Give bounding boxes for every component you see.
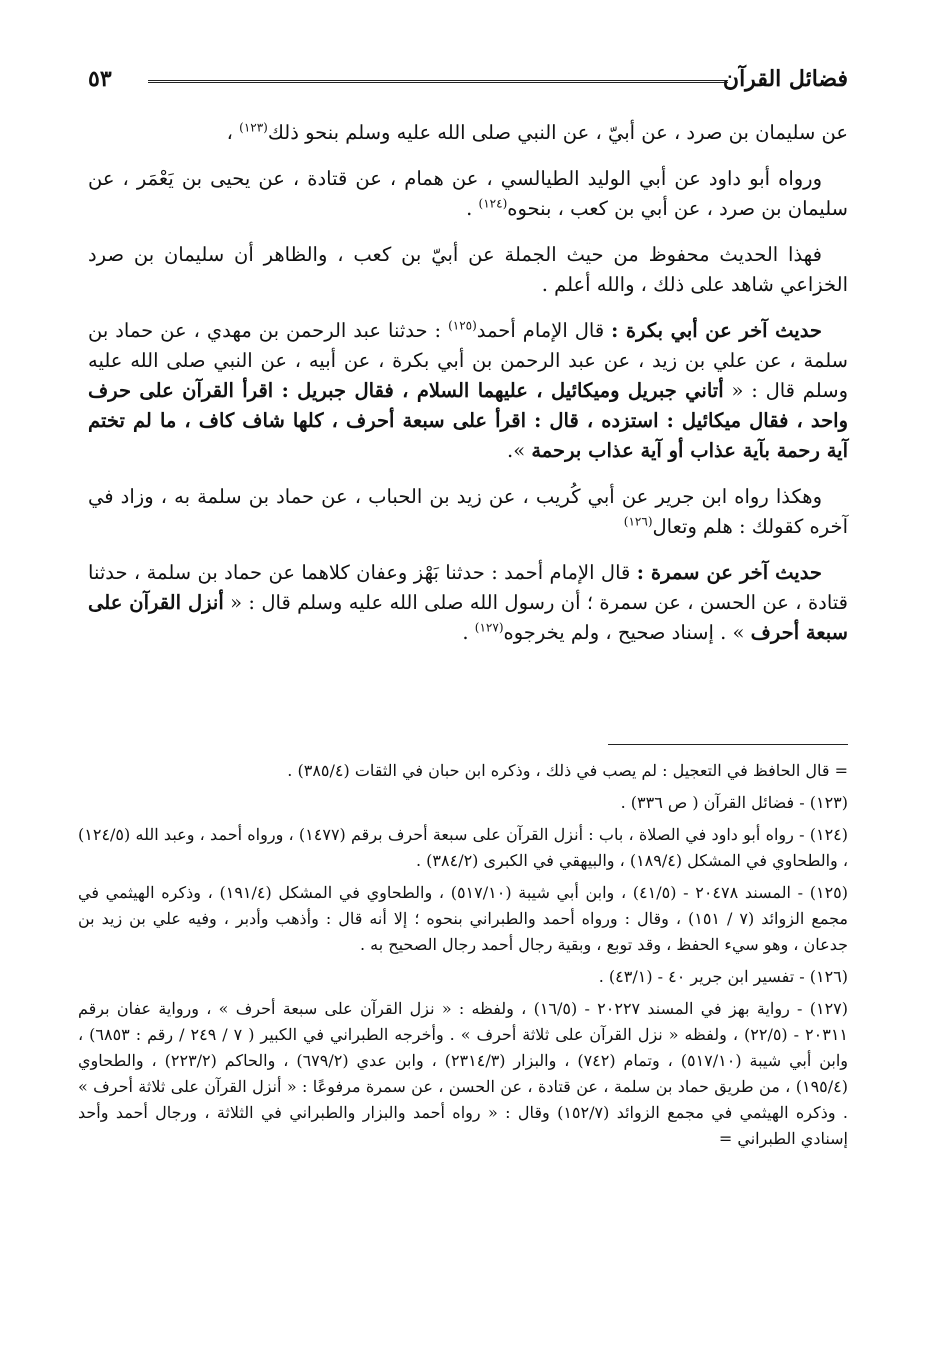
paragraph-text: : حدثنا عبد الرحمن بن مهدي ، عن حماد بن سلمة ، عن علي بن زيد ، عن عبد الرحمن بن أبي بكرة ، عن أبيه ، عن النبي صلى الله عليه وسلم قال : «	[88, 319, 848, 402]
main-text	[88, 118, 848, 664]
paragraph-3	[88, 240, 848, 300]
footnote-separator	[608, 744, 848, 745]
footnote-ref-123[interactable]: (١٢٣)	[239, 120, 268, 135]
hadith-quote: أتاني جبريل وميكائيل ، عليهما السلام ، فقال جبريل : اقرأ القرآن على حرف واحد ، فقال ميكائيل : استزده ، قال : اقرأ على سبعة أحرف ، كلها شاف كاف ، ما لم تختم آية رحمة بآية عذاب أو آية عذاب برحمة	[88, 379, 848, 462]
header-rule	[148, 80, 728, 87]
footnote-123: (١٢٣) - فضائل القرآن ( ص ٣٣٦) .	[620, 793, 848, 812]
footnote-ref-125[interactable]: (١٢٥)	[448, 318, 477, 333]
paragraph-1	[88, 118, 848, 148]
hadith-quote: أنزل القرآن على سبعة أحرف	[88, 591, 848, 644]
paragraph-6	[88, 558, 848, 648]
footnote-ref-124[interactable]: (١٢٤)	[478, 196, 508, 211]
paragraph-tail: .	[462, 621, 475, 644]
footnote-continued: = قال الحافظ في التعجيل : لم يصب في ذلك ، وذكره ابن حبان في الثقات (٣٨٥/٤) .	[287, 761, 848, 780]
paragraph-text: قال الإمام أحمد : حدثنا بَهْز وعفان كلاهما عن حماد بن سلمة ، حدثنا قتادة ، عن الحسن ، عن سمرة ؛ أن رسول الله صلى الله عليه وسلم قال : «	[88, 561, 848, 614]
paragraph-text: قال الإمام أحمد	[476, 319, 612, 342]
paragraph-4	[88, 316, 848, 466]
paragraph-5	[88, 482, 848, 542]
running-title: فضائل القرآن	[722, 66, 848, 92]
section-heading: حديث آخر عن أبي بكرة :	[611, 319, 822, 342]
section-heading: حديث آخر عن سمرة :	[636, 561, 822, 584]
paragraph-tail: ،	[226, 121, 240, 144]
footnote-124: (١٢٤) - رواه أبو داود في الصلاة ، باب : أنزل القرآن على سبعة أحرف برقم (١٤٧٧) ، ورواه أحمد ، وعبد الله (١٢٤/٥) ، والطحاوي في المشكل (١٨٩/٤) ، والبيهقي في الكبرى (٣٨٤/٢) .	[78, 825, 848, 870]
paragraph-text: عن سليمان بن صرد ، عن أبيّ ، عن النبي صلى الله عليه وسلم بنحو ذلك	[267, 121, 848, 144]
paragraph-text: » . إسناد صحيح ، ولم يخرجوه	[503, 621, 751, 644]
footnote-ref-126[interactable]: (١٢٦)	[623, 514, 653, 529]
paragraph-text: وهكذا رواه ابن جرير عن أبي كُريب ، عن زيد بن الحباب ، عن حماد بن سلمة به ، وزاد في آخره كقولك : هلم وتعال	[88, 485, 848, 538]
footnotes	[78, 758, 848, 1158]
paragraph-2	[88, 164, 848, 224]
paragraph-tail: .	[466, 197, 479, 220]
paragraph-text: فهذا الحديث محفوظ من حيث الجملة عن أبيّ بن كعب ، والظاهر أن سليمان بن صرد الخزاعي شاهد على ذلك ، والله أعلم .	[88, 243, 848, 296]
page-header	[88, 60, 848, 102]
page-number: ٥٣	[88, 66, 112, 92]
footnote-ref-127[interactable]: (١٢٧)	[474, 620, 504, 635]
footnote-127: (١٢٧) - رواية بهز في المسند ٢٠٢٢٧ - (١٦/٥) ، ولفظه : « نزل القرآن على سبعة أحرف » ، ورواية عفان برقم ٢٠٣١١ - (٢٢/٥) ، ولفظه « نزل القرآن على ثلاثة أحرف » . وأخرجه الطبراني في الكبير ( ٧ / ٢٤٩ / رقم : ٦٨٥٣) ، وابن أبي شيبة (٥١٧/١٠) ، وتمام (٧٤٢) ، والبزار (٢٣١٤/٣) ، وابن عدي (٦٧٩/٢) ، والحاكم (٢٢٣/٢) ، والطحاوي (١٩٥/٤) ، من طريق حماد بن سلمة ، عن قتادة ، عن الحسن ، عن سمرة مرفوعًا : « أنزل القرآن على ثلاثة أحرف » . وذكره الهيثمي في مجمع الزوائد (١٥٢/٧) وقال : « رواه أحمد والبزار والطبراني في الثلاثة ، ورجال أحمد وأحد إسنادي الطبراني =	[78, 999, 849, 1148]
paragraph-tail: ».	[507, 439, 532, 462]
paragraph-text: ورواه أبو داود عن أبي الوليد الطيالسي ، عن همام ، عن قتادة ، عن يحيى بن يَعْمَر ، عن سليمان بن صرد ، عن أبي بن كعب ، بنحوه	[88, 167, 848, 220]
footnote-126: (١٢٦) - تفسير ابن جرير ٤٠ - (٤٣/١) .	[598, 967, 848, 986]
footnote-125: (١٢٥) - المسند ٢٠٤٧٨ - (٤١/٥) ، وابن أبي شيبة (٥١٧/١٠) ، والطحاوي في المشكل (١٩١/٤) ، وذكره الهيثمي في مجمع الزوائد (٧ / ١٥١) ، وقال : ورواه أحمد والطبراني بنحوه ؛ إلا أنه قال : وأذهب وأدبر ، وفيه علي بن زيد بن جدعان ، وهو سيء الحفظ ، وقد توبع ، وبقية رجال أحمد رجال الصحيح به .	[78, 883, 849, 954]
